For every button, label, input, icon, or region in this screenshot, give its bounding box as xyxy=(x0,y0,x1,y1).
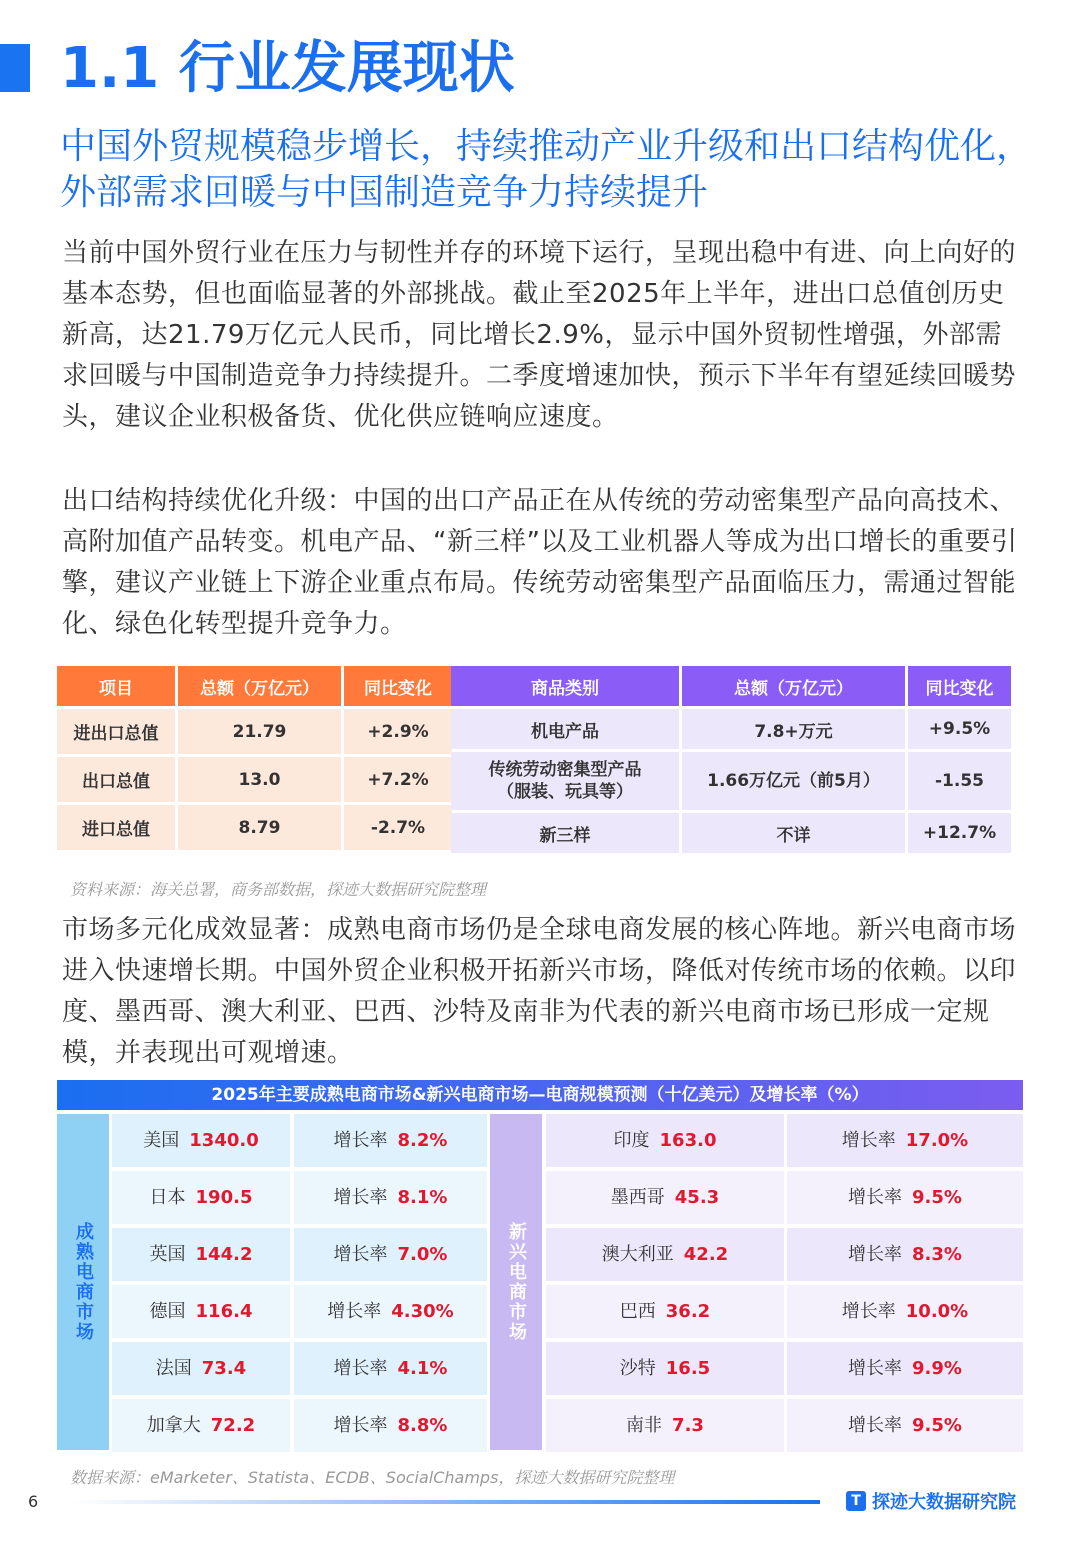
table-header: 商品类别 xyxy=(451,666,679,706)
growth-label: 增长率 xyxy=(333,1415,388,1436)
market-size-value: 42.2 xyxy=(683,1244,729,1265)
country-name: 巴西 xyxy=(619,1301,656,1322)
growth-label: 增长率 xyxy=(333,1187,388,1208)
market-size-cell xyxy=(112,1171,290,1224)
market-size-cell xyxy=(546,1228,784,1281)
table-header: 总额（万亿元） xyxy=(682,666,905,706)
table-cell: +9.5% xyxy=(908,709,1011,749)
table-cell: 13.0 xyxy=(178,757,341,802)
market-size-value: 1340.0 xyxy=(189,1130,259,1151)
growth-rate-value: 10.0% xyxy=(905,1301,969,1322)
page-title: 1.1 行业发展现状 xyxy=(60,36,515,101)
brand-logo xyxy=(846,1488,1016,1514)
market-size-value: 190.5 xyxy=(195,1187,253,1208)
market-size-value: 7.3 xyxy=(672,1415,704,1436)
table-cell: -2.7% xyxy=(344,805,452,850)
growth-rate-value: 9.5% xyxy=(912,1415,962,1436)
country-name: 加拿大 xyxy=(146,1415,201,1436)
growth-label: 增长率 xyxy=(333,1358,388,1379)
table-cell: 不详 xyxy=(682,813,905,853)
table-cell: +7.2% xyxy=(344,757,452,802)
market-size-cell xyxy=(112,1228,290,1281)
table-row xyxy=(57,709,452,754)
table-cell: 出口总值 xyxy=(57,757,175,802)
country-name: 美国 xyxy=(143,1130,180,1151)
growth-label: 增长率 xyxy=(848,1415,903,1436)
market-size-value: 73.4 xyxy=(201,1358,247,1379)
growth-label: 增长率 xyxy=(841,1301,896,1322)
table-cell: 7.8+万元 xyxy=(682,709,905,749)
growth-label: 增长率 xyxy=(848,1358,903,1379)
source-note: 资料来源：海关总署，商务部数据，探迹大数据研究院整理 xyxy=(70,880,487,899)
table-cell: 21.79 xyxy=(178,709,341,754)
growth-rate-value: 9.5% xyxy=(912,1187,962,1208)
table-cell: 传统劳动密集型产品 （服装、玩具等） xyxy=(451,752,679,810)
market-table-title: 2025年主要成熟电商市场&新兴电商市场—电商规模预测（十亿美元）及增长率（%） xyxy=(57,1080,1023,1110)
table-row xyxy=(57,757,452,802)
growth-label: 增长率 xyxy=(327,1301,382,1322)
market-size-cell xyxy=(112,1114,290,1167)
mature-market-label: 成熟电商市场 xyxy=(57,1114,109,1450)
table-row xyxy=(451,752,1011,810)
market-size-value: 45.3 xyxy=(674,1187,720,1208)
growth-label: 增长率 xyxy=(841,1130,896,1151)
table-cell: 进口总值 xyxy=(57,805,175,850)
growth-rate-cell xyxy=(787,1171,1023,1224)
market-size-value: 144.2 xyxy=(195,1244,253,1265)
paragraph-market-diversification: 市场多元化成效显著：成熟电商市场仍是全球电商发展的核心阵地。新兴电商市场进入快速增长期。中国外贸企业积极开拓新兴市场，降低对传统市场的依赖。以印度、墨西哥、澳大利亚、巴西、沙特及南非为代表的新兴电商市场已形成一定规模，并表现出可观增速。 xyxy=(62,915,1017,1068)
market-size-cell xyxy=(546,1171,784,1224)
country-name: 德国 xyxy=(149,1301,186,1322)
table-cell: 机电产品 xyxy=(451,709,679,749)
footer-divider xyxy=(70,1500,820,1504)
growth-rate-cell xyxy=(294,1228,487,1281)
market-size-value: 116.4 xyxy=(195,1301,253,1322)
growth-label: 增长率 xyxy=(848,1187,903,1208)
table-cell: +12.7% xyxy=(908,813,1011,853)
growth-rate-cell xyxy=(294,1114,487,1167)
table-header: 同比变化 xyxy=(344,666,452,706)
market-size-cell xyxy=(546,1114,784,1167)
brand-name: 探迹大数据研究院 xyxy=(872,1492,1016,1513)
market-size-value: 72.2 xyxy=(210,1415,256,1436)
table-cell: +2.9% xyxy=(344,709,452,754)
market-size-value: 16.5 xyxy=(665,1358,711,1379)
table-header: 同比变化 xyxy=(908,666,1011,706)
market-size-cell xyxy=(112,1342,290,1395)
market-size-value: 36.2 xyxy=(665,1301,711,1322)
source-note: 数据来源：eMarketer、Statista、ECDB、SocialChamps，探迹大数据研究院整理 xyxy=(70,1468,675,1487)
country-name: 法国 xyxy=(155,1358,192,1379)
section-subtitle: 中国外贸规模稳步增长，持续推动产业升级和出口结构优化，外部需求回暖与中国制造竞争力持续提升 xyxy=(60,126,1033,213)
country-name: 日本 xyxy=(149,1187,186,1208)
country-name: 澳大利亚 xyxy=(601,1244,674,1265)
brand-icon: T xyxy=(846,1491,866,1511)
market-size-cell xyxy=(112,1285,290,1338)
trade-value-table xyxy=(54,663,455,853)
growth-rate-value: 4.1% xyxy=(397,1358,448,1379)
table-row xyxy=(57,805,452,850)
table-row xyxy=(451,813,1011,853)
table-cell: 8.79 xyxy=(178,805,341,850)
table-cell: 1.66万亿元（前5月） xyxy=(682,752,905,810)
growth-rate-value: 8.8% xyxy=(397,1415,448,1436)
growth-rate-cell xyxy=(787,1399,1023,1452)
table-cell: 进出口总值 xyxy=(57,709,175,754)
product-category-table xyxy=(448,663,1014,856)
table-cell: 新三样 xyxy=(451,813,679,853)
table-row xyxy=(451,709,1011,749)
market-size-cell xyxy=(112,1399,290,1452)
growth-rate-value: 8.2% xyxy=(397,1130,448,1151)
growth-rate-value: 4.30% xyxy=(391,1301,454,1322)
growth-rate-cell xyxy=(787,1114,1023,1167)
growth-label: 增长率 xyxy=(333,1130,388,1151)
country-name: 英国 xyxy=(149,1244,186,1265)
market-size-value: 163.0 xyxy=(659,1130,717,1151)
growth-label: 增长率 xyxy=(333,1244,388,1265)
country-name: 沙特 xyxy=(619,1358,656,1379)
market-size-cell xyxy=(546,1399,784,1452)
country-name: 南非 xyxy=(626,1415,663,1436)
market-size-cell xyxy=(546,1285,784,1338)
growth-rate-cell xyxy=(787,1342,1023,1395)
growth-rate-cell xyxy=(294,1342,487,1395)
paragraph-trade-overview: 当前中国外贸行业在压力与韧性并存的环境下运行，呈现出稳中有进、向上向好的基本态势，但也面临显著的外部挑战。截止至2025年上半年，进出口总值创历史新高，达21.79万亿元人民币，同比增长2.9%，显示中国外贸韧性增强，外部需求回暖与中国制造竞争力持续提升。二季度增速加快，预示下半年有望延续回暖势头，建议企业积极备货、优化供应链响应速度。 xyxy=(62,238,1017,432)
table-cell: -1.55 xyxy=(908,752,1011,810)
growth-rate-value: 17.0% xyxy=(905,1130,969,1151)
growth-rate-cell xyxy=(787,1228,1023,1281)
growth-rate-value: 9.9% xyxy=(912,1358,962,1379)
growth-rate-cell xyxy=(787,1285,1023,1338)
market-size-cell xyxy=(546,1342,784,1395)
growth-rate-cell xyxy=(294,1285,487,1338)
country-name: 印度 xyxy=(613,1130,650,1151)
paragraph-export-structure: 出口结构持续优化升级：中国的出口产品正在从传统的劳动密集型产品向高技术、高附加值产品转变。机电产品、“新三样”以及工业机器人等成为出口增长的重要引擎，建议产业链上下游企业重点布局。传统劳动密集型产品面临压力，需通过智能化、绿色化转型提升竞争力。 xyxy=(62,486,1018,639)
growth-label: 增长率 xyxy=(848,1244,903,1265)
growth-rate-cell xyxy=(294,1399,487,1452)
growth-rate-value: 8.3% xyxy=(912,1244,962,1265)
country-name: 墨西哥 xyxy=(610,1187,665,1208)
heading-accent-bar xyxy=(0,44,30,92)
growth-rate-cell xyxy=(294,1171,487,1224)
growth-rate-value: 8.1% xyxy=(397,1187,448,1208)
table-header: 总额（万亿元） xyxy=(178,666,341,706)
page-number: 6 xyxy=(28,1492,39,1511)
growth-rate-value: 7.0% xyxy=(397,1244,448,1265)
emerging-market-label: 新兴电商市场 xyxy=(490,1114,542,1450)
table-header: 项目 xyxy=(57,666,175,706)
